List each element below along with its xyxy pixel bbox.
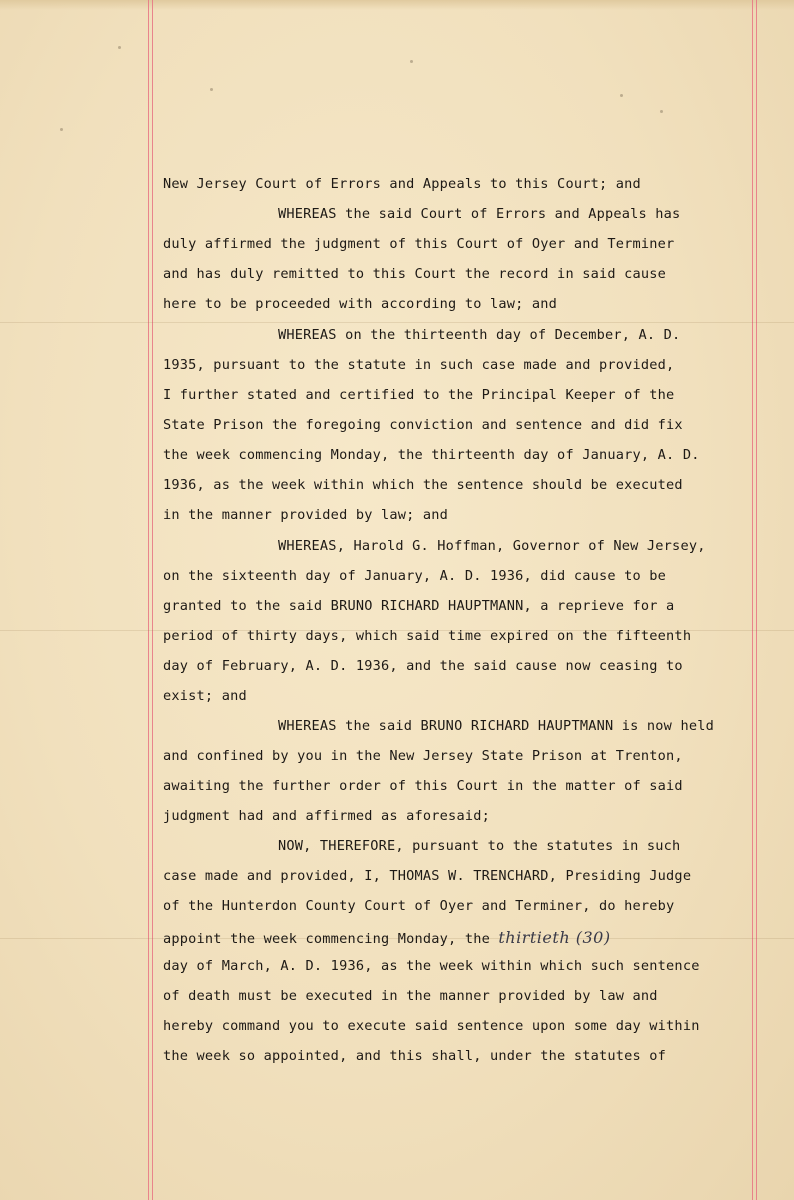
text-line: period of thirty days, which said time expired on the fifteenth: [163, 628, 692, 644]
text-line: WHEREAS, Harold G. Hoffman, Governor of New Jersey,: [278, 538, 706, 554]
text-line: the week so appointed, and this shall, under the statutes of: [163, 1048, 667, 1064]
text-line: and has duly remitted to this Court the record in said cause: [163, 266, 667, 282]
text-line: I further stated and certified to the Principal Keeper of the: [163, 387, 675, 403]
paper-speck: [118, 46, 121, 49]
text-line: of death must be executed in the manner provided by law and: [163, 988, 658, 1004]
left-margin-rule: [148, 0, 149, 1200]
right-margin-rule: [756, 0, 757, 1200]
text-line: New Jersey Court of Errors and Appeals to this Court; and: [163, 176, 641, 192]
text-segment: appoint the week commencing Monday, the: [163, 931, 490, 947]
text-line: granted to the said BRUNO RICHARD HAUPTMANN, a reprieve for a: [163, 598, 675, 614]
text-line: in the manner provided by law; and: [163, 507, 449, 523]
paper-speck: [620, 94, 623, 97]
text-line: 1935, pursuant to the statute in such case made and provided,: [163, 357, 675, 373]
right-margin-rule: [752, 0, 753, 1200]
text-line: 1936, as the week within which the sentence should be executed: [163, 477, 683, 493]
paper-speck: [410, 60, 413, 63]
text-line: on the sixteenth day of January, A. D. 1936, did cause to be: [163, 568, 667, 584]
text-line: day of February, A. D. 1936, and the said cause now ceasing to: [163, 658, 683, 674]
paper-speck: [210, 88, 213, 91]
text-line: WHEREAS the said BRUNO RICHARD HAUPTMANN is now held: [278, 718, 714, 734]
text-line: exist; and: [163, 688, 247, 704]
text-line: duly affirmed the judgment of this Court of Oyer and Terminer: [163, 236, 675, 252]
text-line: and confined by you in the New Jersey State Prison at Trenton,: [163, 748, 683, 764]
text-line: case made and provided, I, THOMAS W. TRENCHARD, Presiding Judge: [163, 868, 692, 884]
fold-crease: [0, 322, 794, 323]
left-margin-rule: [152, 0, 153, 1200]
handwritten-date-insert: thirtieth (30): [498, 928, 611, 947]
text-line: awaiting the further order of this Court in the matter of said: [163, 778, 683, 794]
text-line: here to be proceeded with according to law; and: [163, 296, 558, 312]
text-line: day of March, A. D. 1936, as the week within which such sentence: [163, 958, 700, 974]
paper-speck: [60, 128, 63, 131]
text-line: hereby command you to execute said sentence upon some day within: [163, 1018, 700, 1034]
text-line: WHEREAS the said Court of Errors and Appeals has: [278, 206, 681, 222]
paper-edge-shadow: [0, 0, 794, 10]
text-line: judgment had and affirmed as aforesaid;: [163, 808, 490, 824]
text-line: the week commencing Monday, the thirteenth day of January, A. D.: [163, 447, 700, 463]
text-line: WHEREAS on the thirteenth day of December, A. D.: [278, 327, 681, 343]
text-line: [163, 928, 611, 947]
text-line: of the Hunterdon County Court of Oyer and Terminer, do hereby: [163, 898, 675, 914]
text-line: State Prison the foregoing conviction and sentence and did fix: [163, 417, 683, 433]
paper-speck: [660, 110, 663, 113]
text-line: NOW, THEREFORE, pursuant to the statutes in such: [278, 838, 681, 854]
